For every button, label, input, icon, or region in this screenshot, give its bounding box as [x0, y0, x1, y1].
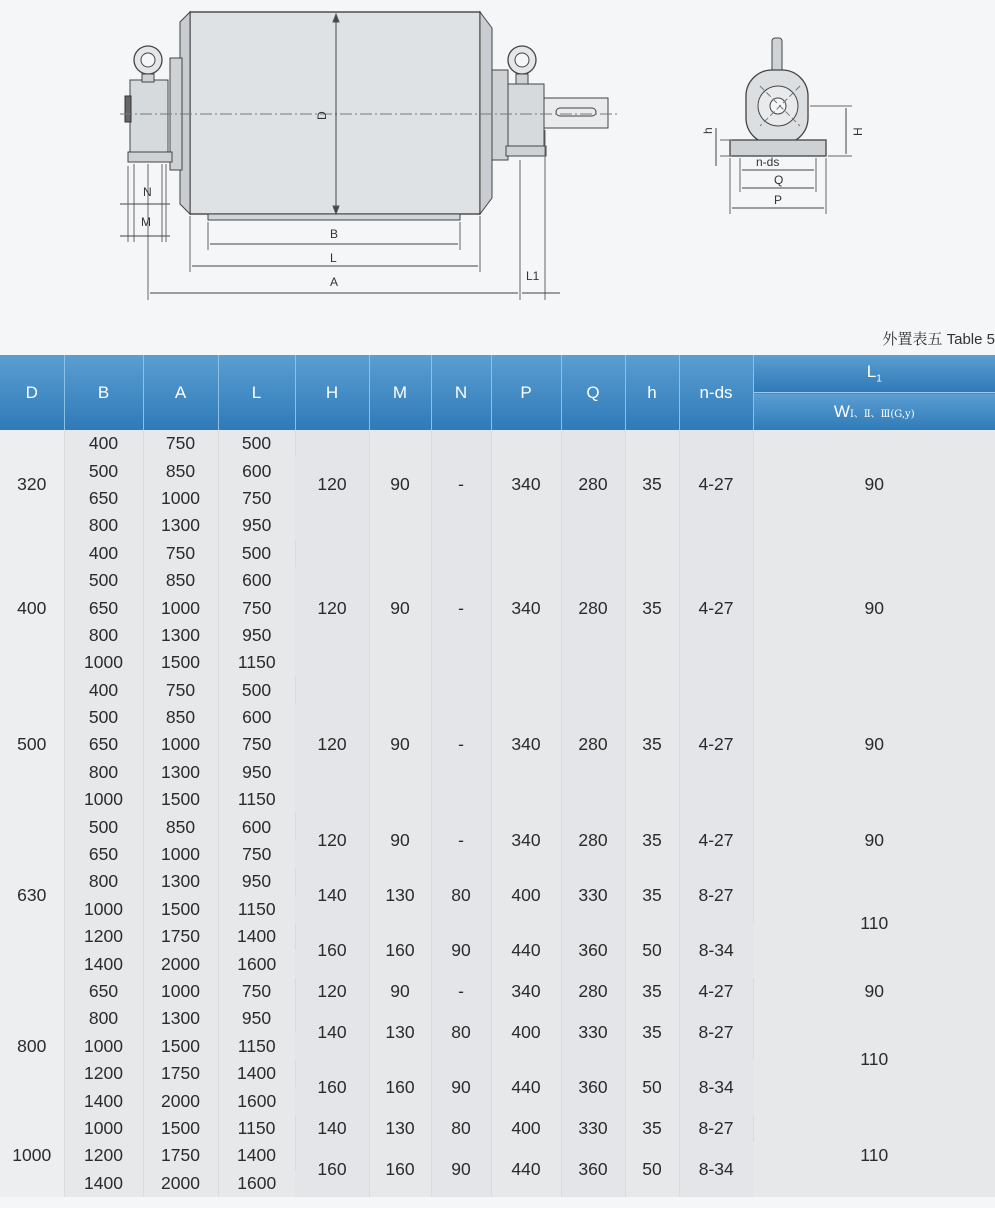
- cell-n: -: [431, 677, 491, 814]
- cell-l: 1150: [237, 652, 276, 673]
- header-m: M: [369, 355, 431, 430]
- cell-a: 850: [143, 457, 218, 484]
- table-row: [0, 540, 995, 567]
- cell-a: 750: [143, 430, 218, 457]
- cell-a: 750: [143, 540, 218, 567]
- cell-nds: 8-34: [679, 923, 753, 978]
- cell-b: 650: [64, 731, 143, 758]
- cell-q: 360: [561, 1060, 625, 1115]
- cell-h: 140: [295, 868, 369, 923]
- cell-h: 35: [625, 868, 679, 923]
- cell-d: 800: [0, 978, 64, 1115]
- label-N: N: [143, 185, 152, 199]
- cell-h: 160: [295, 1060, 369, 1115]
- cell-l: 600: [242, 570, 272, 591]
- cell-h: 120: [295, 540, 369, 677]
- cell-nds: 4-27: [679, 978, 753, 1005]
- cell-n: 80: [431, 1115, 491, 1142]
- cell-l1: 90: [864, 734, 884, 755]
- cell-h: 140: [295, 1115, 369, 1142]
- cell-n: -: [431, 813, 491, 868]
- cell-l: 750: [218, 978, 295, 1005]
- cell-l: 1600: [237, 1090, 277, 1111]
- cell-b: 1400: [64, 1087, 143, 1114]
- table-row: [0, 978, 995, 1005]
- cell-d: 1000: [0, 1115, 64, 1197]
- cell-b: 400: [64, 677, 143, 704]
- cell-p: 400: [491, 868, 561, 923]
- table-row: [0, 813, 995, 840]
- label-P: P: [774, 193, 783, 207]
- cell-m: 90: [369, 813, 431, 868]
- cell-m: 90: [369, 540, 431, 677]
- cell-a: 1500: [143, 786, 218, 813]
- cell-b: 650: [64, 485, 143, 512]
- cell-l: 950: [218, 1005, 295, 1032]
- cell-l: 750: [242, 734, 272, 755]
- cell-h: 50: [625, 923, 679, 978]
- cell-d: 630: [0, 813, 64, 977]
- cell-a: 1500: [143, 1115, 218, 1142]
- cell-b: 500: [64, 704, 143, 731]
- cell-l: 600: [242, 460, 272, 481]
- cell-l: 750: [242, 487, 272, 508]
- header-h: h: [625, 355, 679, 430]
- cell-n: 80: [431, 1005, 491, 1060]
- cell-m: 160: [369, 1142, 431, 1197]
- cell-q: 280: [561, 430, 625, 540]
- cell-q: 360: [561, 923, 625, 978]
- cell-h: 35: [625, 430, 679, 540]
- cell-p: 440: [491, 1060, 561, 1115]
- cell-l: 1600: [237, 1172, 277, 1193]
- cell-l1: 90: [864, 597, 884, 618]
- cell-q: 280: [561, 978, 625, 1005]
- cell-b: 1400: [64, 950, 143, 977]
- cell-l1: 110: [860, 1049, 889, 1070]
- cell-l: 500: [218, 430, 295, 457]
- cell-a: 1750: [143, 1060, 218, 1087]
- bearing-end-view: [716, 38, 852, 214]
- cell-l: 750: [242, 844, 272, 865]
- cell-b: 650: [64, 841, 143, 868]
- cell-m: 160: [369, 1060, 431, 1115]
- cell-b: 650: [64, 594, 143, 621]
- cell-l: 950: [242, 515, 272, 536]
- cell-p: 440: [491, 1142, 561, 1197]
- cell-b: 800: [64, 512, 143, 539]
- cell-n: 90: [431, 1142, 491, 1197]
- cell-m: 130: [369, 1005, 431, 1060]
- cell-q: 280: [561, 540, 625, 677]
- header-d: D: [0, 355, 64, 430]
- header-b: B: [64, 355, 143, 430]
- cell-a: 1750: [143, 923, 218, 950]
- cell-a: 1300: [143, 1005, 218, 1032]
- cell-l: 1400: [218, 1060, 295, 1087]
- cell-b: 1000: [64, 1115, 143, 1142]
- cell-n: -: [431, 540, 491, 677]
- cell-l: 1600: [237, 953, 277, 974]
- cell-p: 340: [491, 430, 561, 540]
- header-w: WⅠ、Ⅱ、Ⅲ(G,y): [753, 393, 995, 431]
- cell-b: 400: [64, 540, 143, 567]
- cell-a: 850: [143, 704, 218, 731]
- cell-l: 1150: [237, 789, 276, 810]
- cell-l1: 90: [864, 474, 884, 495]
- cell-l1: 110: [860, 1145, 889, 1166]
- label-h: h: [701, 127, 715, 134]
- cell-l: 950: [218, 868, 295, 895]
- label-B: B: [330, 227, 339, 241]
- cell-a: 850: [143, 813, 218, 840]
- header-l1: $L_1$: [753, 355, 995, 393]
- cell-l: 950: [242, 761, 272, 782]
- cell-q: 330: [561, 868, 625, 923]
- cell-h: 140: [295, 1005, 369, 1060]
- header-h: H: [295, 355, 369, 430]
- cell-q: 280: [561, 813, 625, 868]
- cell-l: 600: [218, 813, 295, 840]
- cell-l: 750: [242, 597, 272, 618]
- cell-b: 1000: [64, 786, 143, 813]
- cell-h: 120: [295, 430, 369, 540]
- table-row: [0, 868, 995, 895]
- cell-a: 2000: [143, 1170, 218, 1197]
- cell-nds: 4-27: [679, 430, 753, 540]
- cell-m: 130: [369, 868, 431, 923]
- cell-p: 400: [491, 1005, 561, 1060]
- cell-h: 120: [295, 978, 369, 1005]
- pulley-side-view: [120, 12, 620, 300]
- cell-nds: 8-27: [679, 1005, 753, 1060]
- cell-p: 440: [491, 923, 561, 978]
- cell-a: 1500: [143, 649, 218, 676]
- cell-n: -: [431, 978, 491, 1005]
- cell-a: 1000: [143, 841, 218, 868]
- cell-a: 1500: [143, 1033, 218, 1060]
- table-header-row: [0, 355, 995, 393]
- cell-nds: 8-27: [679, 868, 753, 923]
- cell-p: 340: [491, 677, 561, 814]
- cell-h: 120: [295, 813, 369, 868]
- cell-b: 800: [64, 1005, 143, 1032]
- cell-p: 400: [491, 1115, 561, 1142]
- cell-n: 80: [431, 868, 491, 923]
- header-l: L: [218, 355, 295, 430]
- cell-h: 120: [295, 677, 369, 814]
- cell-b: 1200: [64, 1142, 143, 1169]
- label-M: M: [141, 215, 151, 229]
- cell-nds: 8-34: [679, 1060, 753, 1115]
- cell-p: 340: [491, 540, 561, 677]
- cell-l: 1400: [218, 1142, 295, 1169]
- cell-h: 35: [625, 1115, 679, 1142]
- header-p: P: [491, 355, 561, 430]
- label-D: D: [315, 111, 329, 120]
- cell-l1: 90: [864, 981, 884, 1001]
- cell-a: 850: [143, 567, 218, 594]
- cell-h: 50: [625, 1142, 679, 1197]
- header-q: Q: [561, 355, 625, 430]
- cell-a: 1000: [143, 594, 218, 621]
- cell-a: 2000: [143, 950, 218, 977]
- cell-h: 35: [625, 1005, 679, 1060]
- cell-b: 650: [64, 978, 143, 1005]
- cell-m: 160: [369, 923, 431, 978]
- cell-l: 600: [242, 707, 272, 728]
- cell-b: 1000: [64, 896, 143, 923]
- cell-b: 500: [64, 457, 143, 484]
- header-n: N: [431, 355, 491, 430]
- table-row: [0, 430, 995, 457]
- cell-l: 1150: [237, 898, 276, 919]
- label-L1: L1: [526, 269, 540, 283]
- cell-b: 500: [64, 813, 143, 840]
- cell-q: 360: [561, 1142, 625, 1197]
- cell-nds: 8-27: [679, 1115, 753, 1142]
- cell-b: 1400: [64, 1170, 143, 1197]
- label-nds: n-ds: [756, 155, 780, 169]
- cell-b: 800: [64, 622, 143, 649]
- cell-h: 160: [295, 923, 369, 978]
- cell-d: 500: [0, 677, 64, 814]
- cell-m: 90: [369, 677, 431, 814]
- cell-b: 400: [64, 430, 143, 457]
- cell-l: 500: [218, 677, 295, 704]
- cell-h: 35: [625, 978, 679, 1005]
- cell-d: 320: [0, 430, 64, 540]
- cell-nds: 4-27: [679, 540, 753, 677]
- cell-n: 90: [431, 1060, 491, 1115]
- cell-m: 90: [369, 430, 431, 540]
- cell-a: 1000: [143, 978, 218, 1005]
- table-row: [0, 1115, 995, 1142]
- cell-nds: 8-34: [679, 1142, 753, 1197]
- cell-q: 330: [561, 1005, 625, 1060]
- cell-h: 35: [625, 813, 679, 868]
- table-body: [0, 430, 995, 1197]
- cell-b: 1200: [64, 923, 143, 950]
- cell-h: 50: [625, 1060, 679, 1115]
- cell-l: 950: [242, 624, 272, 645]
- label-A: A: [330, 275, 339, 289]
- cell-h: 35: [625, 677, 679, 814]
- cell-b: 1000: [64, 1033, 143, 1060]
- cell-q: 330: [561, 1115, 625, 1142]
- cell-a: 1300: [143, 868, 218, 895]
- cell-a: 2000: [143, 1087, 218, 1114]
- cell-a: 1300: [143, 622, 218, 649]
- cell-m: 90: [369, 978, 431, 1005]
- cell-p: 340: [491, 978, 561, 1005]
- header-nds: n-ds: [679, 355, 753, 430]
- cell-m: 130: [369, 1115, 431, 1142]
- cell-a: 1300: [143, 512, 218, 539]
- cell-n: 90: [431, 923, 491, 978]
- cell-l1: 110: [860, 912, 889, 933]
- cell-a: 1000: [143, 485, 218, 512]
- label-Q: Q: [774, 173, 784, 187]
- cell-a: 1750: [143, 1142, 218, 1169]
- cell-h: 35: [625, 540, 679, 677]
- cell-d: 400: [0, 540, 64, 677]
- cell-h: 160: [295, 1142, 369, 1197]
- cell-a: 1000: [143, 731, 218, 758]
- label-H: H: [851, 127, 865, 136]
- table-caption: 外置表五 Table 5: [882, 331, 995, 348]
- cell-n: -: [431, 430, 491, 540]
- cell-a: 750: [143, 677, 218, 704]
- label-L: L: [330, 251, 337, 265]
- cell-l1: 90: [864, 830, 884, 851]
- cell-b: 1200: [64, 1060, 143, 1087]
- cell-b: 1000: [64, 649, 143, 676]
- cell-l: 1400: [218, 923, 295, 950]
- cell-b: 500: [64, 567, 143, 594]
- cell-a: 1300: [143, 759, 218, 786]
- cell-l: 1150: [218, 1115, 295, 1142]
- cell-b: 800: [64, 868, 143, 895]
- table-row: [0, 1005, 995, 1032]
- cell-l: 500: [218, 540, 295, 567]
- header-a: A: [143, 355, 218, 430]
- cell-q: 280: [561, 677, 625, 814]
- cell-nds: 4-27: [679, 813, 753, 868]
- cell-p: 340: [491, 813, 561, 868]
- technical-drawing: [0, 0, 995, 320]
- spec-table: [0, 355, 995, 1197]
- cell-nds: 4-27: [679, 677, 753, 814]
- table-row: [0, 677, 995, 704]
- cell-b: 800: [64, 759, 143, 786]
- cell-a: 1500: [143, 896, 218, 923]
- cell-l: 1150: [237, 1035, 276, 1056]
